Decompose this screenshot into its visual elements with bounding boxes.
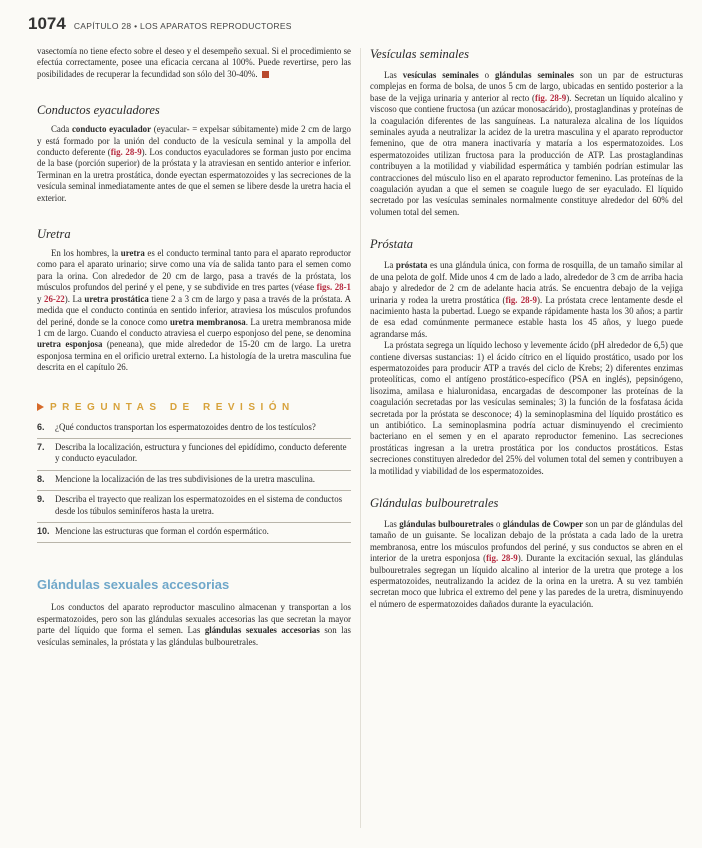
- paragraph-prostata-2: La próstata segrega un líquido lechoso y levemente ácido (pH alrededor de 6,5) que contiene diversas sustancias: 1) el ácido cítrico en el líquido prostático, usado por los espermatozoides para producir ATP a través del ciclo de Krebs; 2) diferentes enzimas proteolíticas, como el antígeno prostático-específico (PSA en inglés), pepsinógeno, lisozima, amilasa e hialuronidasa, encargadas de descomponer las proteínas de la coagulación secretadas por las vesículas seminales; 3) la función de la fosfatasa ácida secretada por la próstata se desconoce; 4) la seminoplasmina del líquido prostático es un antibiótico. La seminoplasmina podría actuar disminuyendo el crecimiento bacteriano en el semen y en el aparato reproductor femenino. Las secreciones prostáticas ingresan a la uretra prostática por los conductos prostáticos. Estas secreciones constituyen alrededor del 25% del volumen total del semen y contribuyen a la motilidad y viabilidad de los espermatozoides.: [370, 340, 683, 476]
- question-text: Mencione las estructuras que forman el cordón espermático.: [55, 525, 269, 536]
- question-text: Mencione la localización de las tres subdivisiones de la uretra masculina.: [55, 473, 315, 484]
- question-list: [37, 419, 351, 544]
- paragraph-prostata-1: La próstata es una glándula única, con forma de rosquilla, de un tamaño similar al de una pelota de golf. Mide unos 4 cm de lado a lado, alrededor de 3 cm de arriba hacia abajo y alrededor de 2 cm de adelante hacia atrás. Se encuentra debajo de la vejiga urinaria y rodea la uretra prostática (fig. 28-9). La próstata crece lentamente desde el nacimiento hasta la pubertad. Luego se expande rápidamente hasta los 30 años; a partir de esa edad comúnmente permanece estable hasta los 45 años, y luego puede agrandarse más.: [370, 260, 684, 339]
- question-number: 8.: [37, 473, 45, 484]
- left-column: [37, 46, 351, 648]
- heading-conductos-eyaculadores: Conductos eyaculadores: [37, 103, 160, 118]
- figure-reference[interactable]: fig. 28-9: [110, 147, 142, 158]
- heading-uretra: Uretra: [37, 227, 71, 242]
- question-number: 9.: [37, 494, 45, 505]
- question-text: Describa el trayecto que realizan los espermatozoides en el sistema de conductos desde los túbulos seminíferos hasta la uretra.: [55, 494, 343, 516]
- end-of-section-icon: [262, 71, 269, 78]
- figure-reference[interactable]: fig. 28-9: [486, 553, 518, 564]
- question-text: ¿Qué conductos transportan los espermatozoides dentro de los testículos?: [55, 421, 316, 432]
- intro-paragraph: vasectomía no tiene efecto sobre el deseo y el desempeño sexual. Si el procedimiento se efectúa correctamente, posee una eficacia cercana al 100%. Puede revertirse, pero las posibilidades de recuperar la fecundidad son sólo del 30-40%.: [37, 46, 351, 79]
- figure-reference[interactable]: figs. 28-1: [316, 282, 351, 293]
- paragraph-conductos: Cada conducto eyaculador (eyacular- = expelsar súbitamente) mide 2 cm de largo y está formado por la unión del conducto de la vesícula seminal y la ampolla del conducto deferente (fig. 28-9). Los conductos eyaculadores se forman justo por encima de la base (porción superior) de la próstata y la atraviesan en sentido anterior e inferior. Terminan en la uretra prostática, donde eyectan espermatozoides y las secreciones de la vesícula seminal inmediatamente antes de que el semen se libere desde la uretra hacia el exterior.: [37, 124, 351, 203]
- triangle-bullet-icon: [37, 403, 44, 411]
- figure-reference[interactable]: 26-22: [44, 293, 65, 304]
- paragraph-uretra: En los hombres, la uretra es el conducto terminal tanto para el aparato reproductor como para el aparato urinario; sirve como una vía de salida tanto para el semen como para la orina. Con alrededor de 20 cm de largo, pasa a través de la próstata, los músculos profundos del periné y el pene, y se subdivide en tres partes (véase figs. 28-1 y 26-22). La uretra prostática tiene 2 a 3 cm de largo y pasa a través de la próstata. A medida que el conducto continúa en sentido inferior, atraviesa los músculos profundos del periné, donde se la conoce como uretra membranosa. La uretra membranosa mide 1 cm de largo. Cuando el conducto atraviesa el cuerpo esponjoso del pene, se denomina uretra esponjosa (peneana), que mide alrededor de 15-20 cm de largo. La uretra esponjosa termina en el orificio uretral externo. La histología de la uretra masculina fue descrita en el capítulo 26.: [37, 248, 351, 373]
- paragraph-glandulas: Los conductos del aparato reproductor masculino almacenan y transportan a los espermatozoides, pero son las glándulas sexuales accesorias las que secretan la mayor parte del líquido que forma el semen. Las glándulas sexuales accesorias son las vesículas seminales, la próstata y las glándulas bulbouretrales.: [37, 602, 352, 647]
- section-title-glandulas: Glándulas sexuales accesorias: [37, 577, 230, 593]
- right-column: [370, 46, 683, 610]
- review-question: [37, 523, 351, 543]
- review-question: [37, 439, 351, 471]
- column-divider: [360, 48, 361, 828]
- figure-reference[interactable]: fig. 28-9: [535, 92, 567, 103]
- review-question: [37, 419, 351, 439]
- heading-bulbouretrales: Glándulas bulbouretrales: [370, 496, 499, 510]
- review-question: [37, 471, 351, 491]
- page-number: 1074: [28, 14, 66, 33]
- question-number: 10.: [37, 525, 50, 536]
- paragraph-vesiculas: Las vesículas seminales o glándulas seminales son un par de estructuras complejas en forma de bolsa, de unos 5 cm de largo, ubicadas en sentido posterior a la base de la vejiga urinaria y anterior al recto (fig. 28-9). Secretan un líquido alcalino y viscoso que contiene fructosa (un azúcar monosacárido), prostaglandinas y proteínas de la coagulación diferentes de las sanguíneas. La naturaleza alcalina de los líquidos seminales ayuda a neutralizar la acidez de la uretra masculina y el aparato reproductor femenino, que de otra manera inactivaría y mataría a los espermatozoides. Los espermatozoides utilizan fructosa para la producción de ATP. Las prostaglandinas contribuyen a la motilidad y viabilidad espermática y también podrían estimular las contracciones del músculo liso en el aparato reproductor femenino. Las proteínas de la coagulación ayudan a que el semen se coagule luego de ser eyaculado. El líquido secretado por las vesículas seminales normalmente constituye alrededor del 60% del volumen total del semen.: [370, 70, 684, 217]
- review-title: PREGUNTAS DE REVISIÓN: [37, 402, 351, 413]
- review-question: [37, 491, 351, 523]
- figure-reference[interactable]: fig. 28-9: [505, 294, 537, 305]
- heading-vesiculas-seminales: Vesículas seminales: [370, 47, 469, 61]
- question-number: 6.: [37, 421, 45, 432]
- running-head: CAPÍTULO 28 • LOS APARATOS REPRODUCTORES: [73, 21, 292, 31]
- review-questions: [37, 402, 351, 544]
- question-text: Describa la localización, estructura y funciones del epidídimo, conducto deferente y conducto eyaculador.: [55, 441, 347, 464]
- heading-prostata: Próstata: [370, 237, 414, 252]
- page-header: [28, 14, 668, 36]
- paragraph-bulbouretrales: Las glándulas bulbouretrales o glándulas de Cowper son un par de glándulas del tamaño de un guisante. Se localizan debajo de la próstata a cada lado de la uretra membranosa, entre los músculos profundos del periné, y sus conductos se abren en el interior de la uretra esponjosa (fig. 28-9). Durante la excitación sexual, las glándulas bulbouretrales segregan un líquido alcalino al interior de la uretra que protege a los espermatozoides, neutralizando la acidez de la orina en la uretra. A su vez también secretan moco que lubrica el extremo del pene y las paredes de la uretra, disminuyendo el número de espermatozoides dañados durante la eyaculación.: [370, 519, 684, 609]
- question-number: 7.: [37, 441, 45, 452]
